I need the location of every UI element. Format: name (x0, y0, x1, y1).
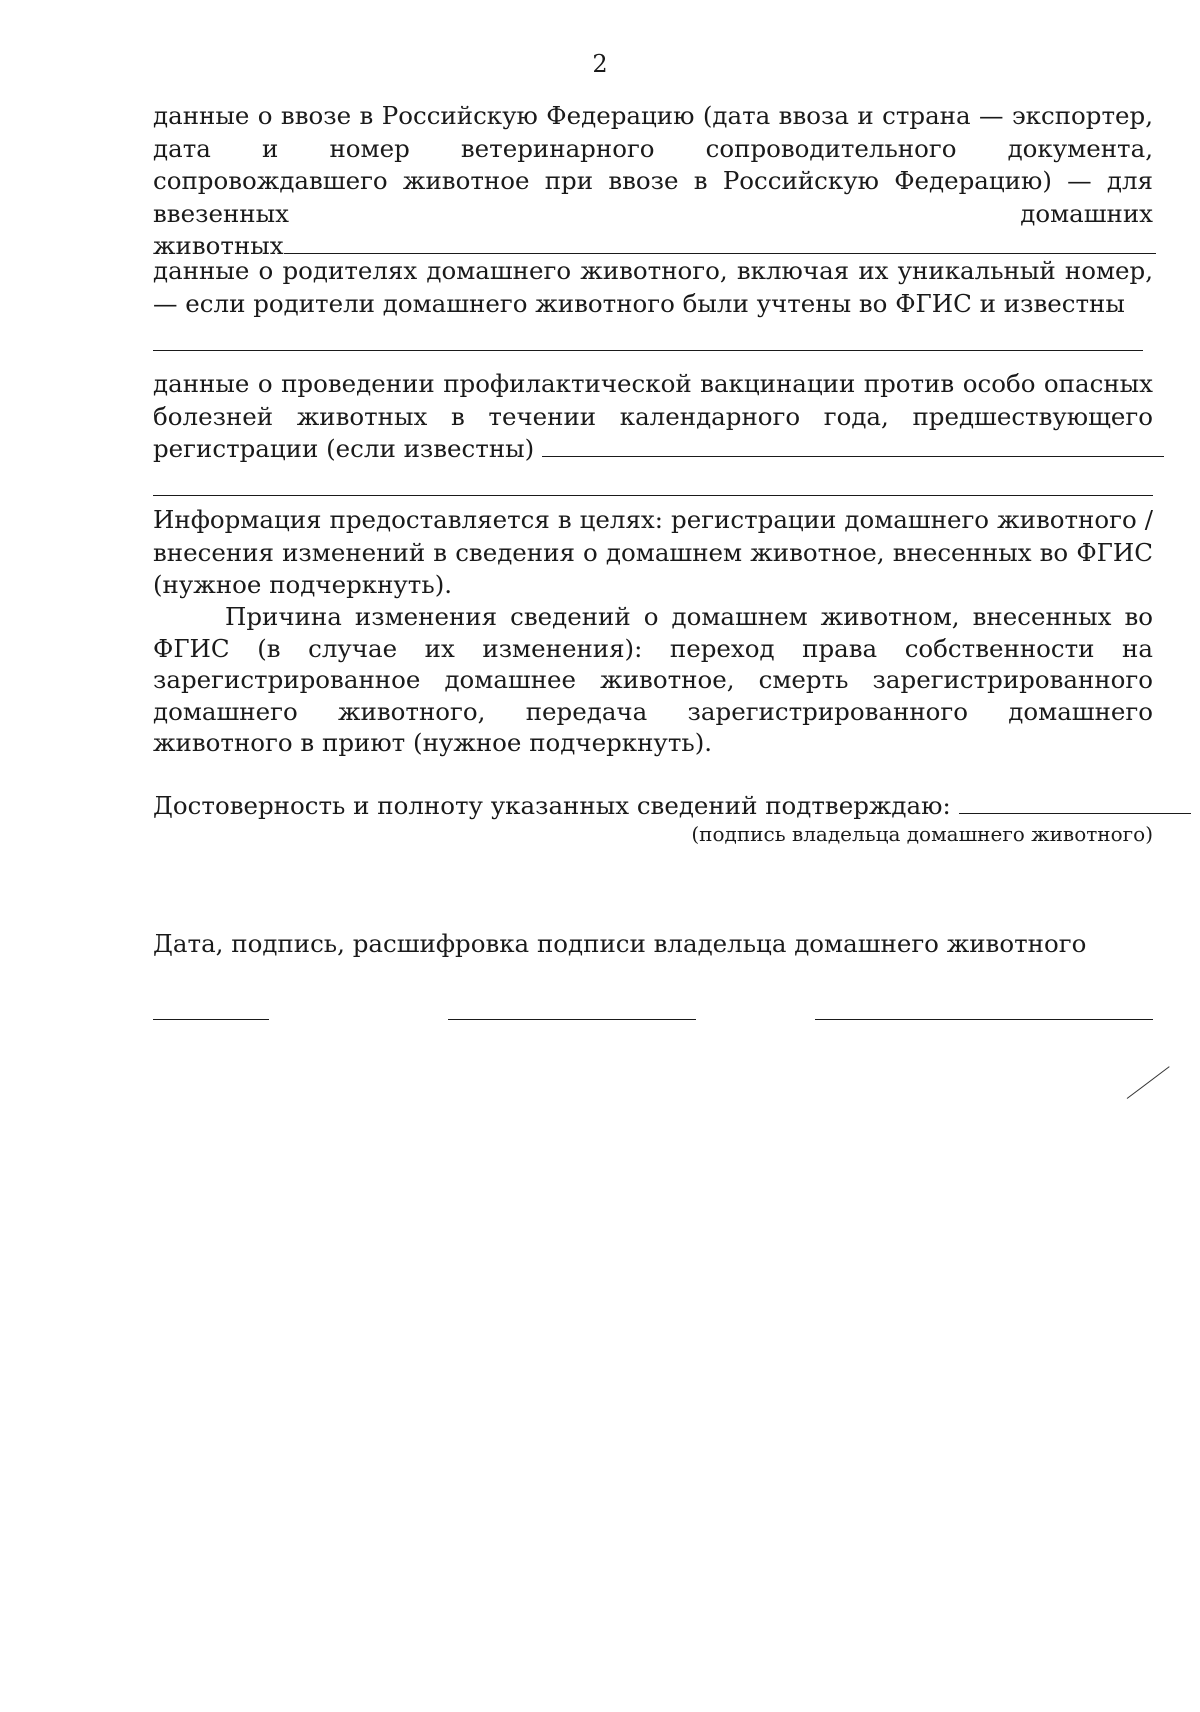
purpose-text: Информация предоставляется в целях: регистрации домашнего животного / внесения изменений в сведения о домашнем животное, внесенных во ФГИС (нужное подчеркнуть). (153, 505, 1153, 599)
page-number: 2 (592, 50, 608, 78)
vaccination-data-last-line (153, 434, 1164, 463)
confirmation-text: Достоверность и полноту указанных сведений подтверждаю: (153, 791, 951, 820)
vaccination-data-fill-line (542, 436, 1164, 457)
vaccination-data-paragraph (153, 368, 1153, 466)
vaccination-data-text: данные о проведении профилактической вакцинации против особо опасных болезней животных в течении календарного года, предшествующего (153, 369, 1153, 431)
parents-data-paragraph (153, 255, 1153, 320)
parents-data-fill-line (153, 350, 1143, 351)
import-data-text: данные о ввозе в Российскую Федерацию (дата ввоза и страна — экспортер, дата и номер ветеринарного сопроводительного документа, сопровождавшего животное при ввозе в Российскую Федерацию) — для ввезенных домашних (153, 101, 1153, 228)
parents-data-text: данные о родителях домашнего животного, включая их уникальный номер, — если родители домашнего животного были учтены во ФГИС и известны (153, 256, 1153, 318)
signature-caption: (подпись владельца домашнего животного) (691, 822, 1153, 846)
confirmation-paragraph (153, 790, 1153, 823)
import-data-fill-line (284, 233, 1156, 254)
vaccination-data-fill-line-2 (153, 495, 1153, 496)
vaccination-data-last-phrase: регистрации (если известны) (153, 434, 535, 463)
purpose-paragraph (153, 504, 1153, 602)
name-fill-line (815, 1019, 1153, 1020)
date-fill-line (153, 1019, 269, 1020)
import-data-paragraph (153, 100, 1153, 263)
import-data-last-word: животных (153, 231, 284, 260)
signature-fill-line-2 (448, 1019, 696, 1020)
signature-fill-line (959, 793, 1191, 814)
change-reason-text: Причина изменения сведений о домашнем животном, внесенных во ФГИС (в случае их изменения): переход права собственности на зарегистрированное домашнее животное, смерть зарегистрированного домашнего животного, передача зарегистрированного домашнего животного в приют (нужное подчеркнуть). (153, 602, 1153, 757)
change-reason-paragraph (153, 601, 1153, 759)
confirmation-line (153, 791, 1191, 820)
pen-mark (1127, 1066, 1170, 1099)
date-signature-paragraph (153, 928, 1153, 961)
date-signature-text: Дата, подпись, расшифровка подписи владельца домашнего животного (153, 929, 1087, 958)
